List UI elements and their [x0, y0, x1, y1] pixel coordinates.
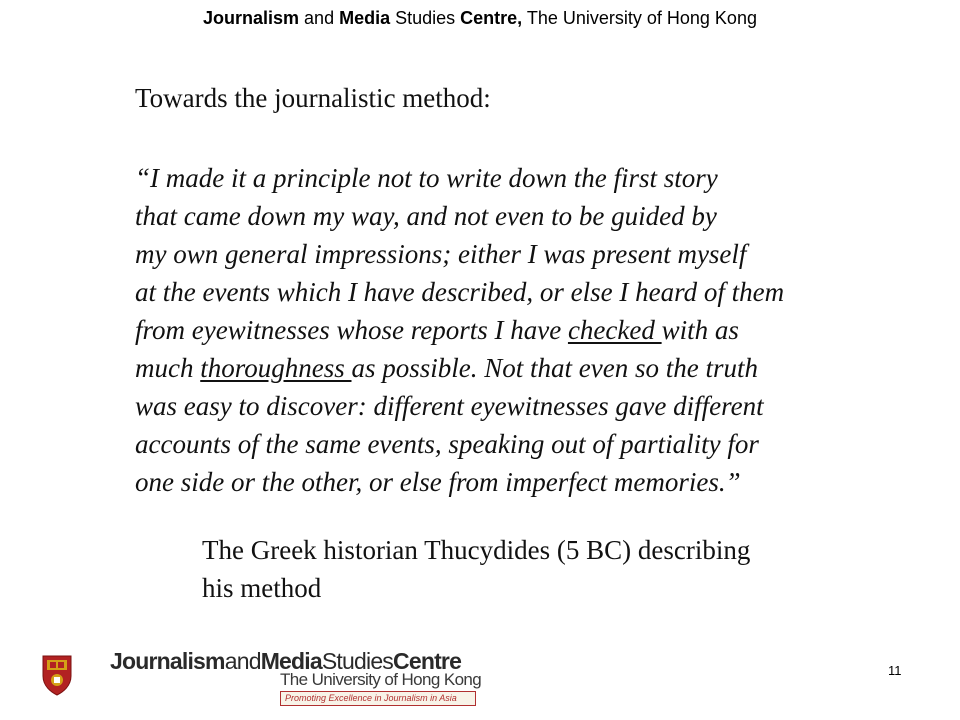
- header-university: The University of Hong Kong: [522, 8, 757, 28]
- header-and: and: [299, 8, 340, 28]
- underlined-checked: checked: [567, 315, 662, 345]
- quote-line-7: was easy to discover: different eyewitnesses gave different: [135, 391, 764, 421]
- quote-line-6-end: as possible. Not that even so the truth: [351, 353, 758, 383]
- quote-line-6: [135, 349, 935, 387]
- header-journalism: Journalism: [203, 8, 300, 28]
- quote-line-3: my own general impressions; either I was present myself: [135, 239, 747, 269]
- quote-line-9: one side or the other, or else from imperfect memories.”: [135, 467, 741, 497]
- header-media: Media: [339, 8, 391, 28]
- quote-line-5-start: from eyewitnesses whose reports I have: [135, 315, 568, 345]
- quote-line-8: accounts of the same events, speaking out of partiality for: [135, 429, 759, 459]
- quote-line-6-start: much: [135, 353, 201, 383]
- quote-attribution: [202, 531, 750, 607]
- jmsc-logo: [110, 648, 490, 708]
- page-number: 11: [888, 663, 902, 678]
- thucydides-quote: [135, 159, 935, 501]
- logo-journalism: Journalism: [110, 648, 225, 674]
- quote-line-4: at the events which I have described, or else I heard of them: [135, 277, 785, 307]
- hku-crest-icon: [41, 654, 73, 696]
- logo-studies: Studies: [321, 648, 394, 674]
- attribution-line-2: his method: [202, 573, 322, 603]
- logo-media: Media: [260, 648, 322, 674]
- logo-tagline: Promoting Excellence in Journalism in Asia: [280, 691, 476, 706]
- logo-centre: Centre: [393, 648, 462, 674]
- header-studies: Studies: [390, 8, 461, 28]
- quote-line-1: “I made it a principle not to write down the first story: [135, 163, 718, 193]
- quote-line-5: [135, 311, 935, 349]
- slide-heading: Towards the journalistic method:: [135, 83, 491, 113]
- header-centre: Centre,: [460, 8, 523, 28]
- underlined-thoroughness: thoroughness: [200, 353, 352, 383]
- slide-header: [0, 8, 960, 29]
- logo-university: The University of Hong Kong: [280, 670, 482, 689]
- quote-line-5-end: with as: [661, 315, 739, 345]
- logo-and: and: [224, 648, 261, 674]
- attribution-line-1: The Greek historian Thucydides (5 BC) describing: [202, 535, 751, 565]
- quote-line-2: that came down my way, and not even to be guided by: [135, 201, 717, 231]
